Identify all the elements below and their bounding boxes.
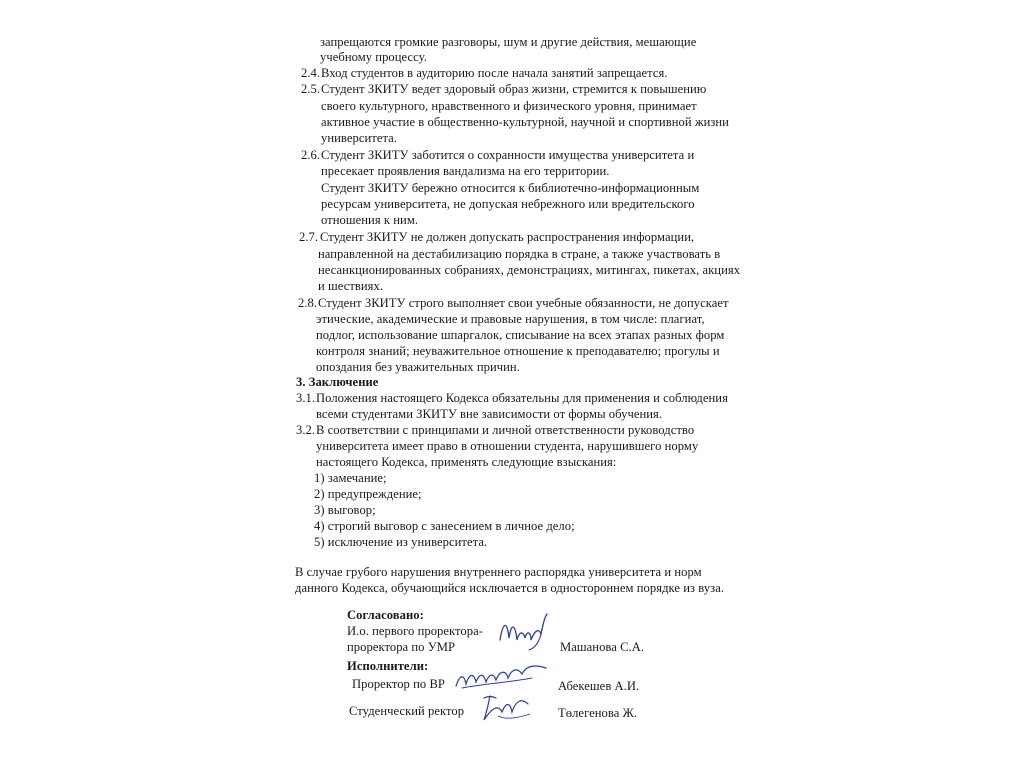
item-text-line: направленной на дестабилизацию порядка в стране, а также участвовать в	[318, 247, 721, 261]
item-text-line: настоящего Кодекса, применять следующие взыскания:	[316, 455, 617, 469]
item-text-line: В соответствии с принципами и личной ответственности руководство	[316, 423, 695, 437]
approval-position: И.о. первого проректора-	[347, 624, 484, 638]
penalty-item: 2) предупреждение;	[314, 487, 422, 501]
item-text-line: Студент ЗКИТУ строго выполняет свои учебные обязанности, не допускает	[318, 296, 729, 310]
approval-name: Машанова С.А.	[560, 640, 645, 654]
item-text-line: ресурсам университета, не допуская небрежного или вредительского	[321, 197, 695, 211]
penalty-item: 5) исключение из университета.	[314, 535, 488, 549]
item-text-line: Положения настоящего Кодекса обязательны для применения и соблюдения	[316, 391, 728, 405]
approval-heading: Согласовано:	[347, 608, 424, 622]
item-text-line: своего культурного, нравственного и физического уровня, принимает	[321, 99, 697, 113]
executors-heading: Исполнители:	[347, 659, 429, 673]
item-number: 2.8.	[298, 296, 318, 310]
item-text-line: подлог, использование шпаргалок, списывание на всех этапах разных форм	[316, 328, 725, 342]
executor-name: Төлегенова Ж.	[558, 706, 638, 720]
approval-position: проректора по УМР	[347, 640, 455, 654]
item-number: 3.2.	[296, 423, 316, 437]
item-text-line: университета имеет право в отношении студента, нарушившего норму	[316, 439, 699, 453]
item-text-line: пресекает проявления вандализма на его территории.	[321, 164, 610, 178]
item-text-line: Студент ЗКИТУ ведет здоровый образ жизни, стремится к повышению	[321, 82, 707, 96]
final-paragraph-line: В случае грубого нарушения внутреннего распорядка университета и норм	[295, 565, 702, 579]
penalty-item: 4) строгий выговор с занесением в личное дело;	[314, 519, 575, 533]
item-number: 2.4.	[301, 66, 321, 80]
continuation-line: учебному процессу.	[320, 50, 427, 64]
item-text-line: Вход студентов в аудиторию после начала занятий запрещается.	[321, 66, 668, 80]
item-number: 3.1.	[296, 391, 316, 405]
penalty-item: 3) выговор;	[314, 503, 376, 517]
signature-image	[495, 610, 555, 654]
item-text-line: Студент ЗКИТУ не должен допускать распространения информации,	[320, 230, 695, 244]
item-text-line: университета.	[321, 131, 398, 145]
executor-position: Проректор по ВР	[352, 677, 445, 691]
item-text-line: опоздания без уважительных причин.	[316, 360, 520, 374]
item-text-line: всеми студентами ЗКИТУ вне зависимости от формы обучения.	[316, 407, 663, 421]
executor-position: Студенческий ректор	[349, 704, 465, 718]
penalty-item: 1) замечание;	[314, 471, 387, 485]
item-text-line: Студент ЗКИТУ бережно относится к библиотечно-информационным	[321, 181, 700, 195]
item-number: 2.6.	[301, 148, 321, 162]
item-text-line: контроля знаний; неуважительное отношение к преподавателю; прогулы и	[316, 344, 720, 358]
item-text-line: активное участие в общественно-культурной, научной и спортивной жизни	[321, 115, 729, 129]
executor-name: Абекешев А.И.	[558, 679, 640, 693]
item-number: 2.7.	[299, 230, 319, 244]
signature-image	[478, 690, 538, 726]
item-number: 2.5.	[301, 82, 321, 96]
item-text-line: этические, академические и правовые нарушения, в том числе: плагиат,	[316, 312, 705, 326]
item-text-line: Студент ЗКИТУ заботится о сохранности имущества университета и	[321, 148, 695, 162]
item-text-line: несанкционированных собраниях, демонстрациях, митингах, пикетах, акциях	[318, 263, 741, 277]
continuation-line: запрещаются громкие разговоры, шум и другие действия, мешающие	[320, 35, 697, 49]
final-paragraph-line: данного Кодекса, обучающийся исключается в одностороннем порядке из вуза.	[295, 581, 725, 595]
item-text-line: отношения к ним.	[321, 213, 419, 227]
item-text-line: и шествиях.	[318, 279, 384, 293]
section-heading: 3. Заключение	[296, 375, 379, 389]
